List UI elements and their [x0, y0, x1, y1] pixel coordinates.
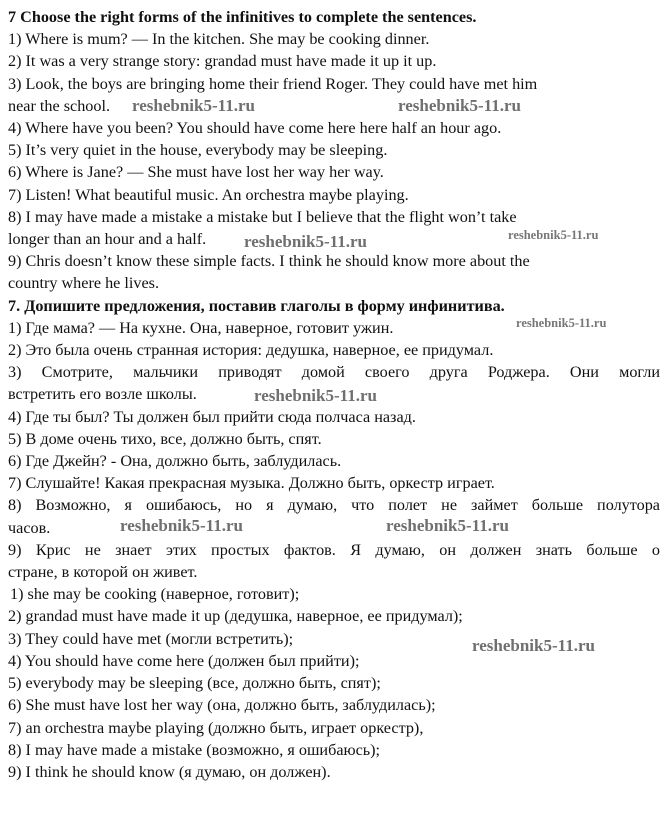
- answer-line: 1) she may be cooking (наверное, готовит);: [10, 585, 300, 604]
- english-line: 1) Where is mum? — In the kitchen. She may be cooking dinner.: [8, 30, 430, 49]
- russian-line: 8) Возможно, я ошибаюсь, но я думаю, что полет не займет больше полутора: [8, 496, 660, 515]
- russian-line: 9) Крис не знает этих простых фактов. Я думаю, он должен знать больше о: [8, 540, 660, 559]
- english-line: 6) Where is Jane? — She must have lost her way her way.: [8, 163, 384, 182]
- watermark: reshebnik5-11.ru: [508, 228, 599, 242]
- watermark: reshebnik5-11.ru: [132, 96, 255, 115]
- english-heading: 7 Choose the right forms of the infinitives to complete the sentences.: [8, 8, 477, 26]
- russian-line: 2) Это была очень странная история: дедушка, наверное, ее придумал.: [8, 341, 494, 360]
- answer-line: 8) I may have made a mistake (возможно, я ошибаюсь);: [8, 740, 381, 759]
- russian-line: 1) Где мама? — На кухне. Она, наверное, готовит ужин.: [8, 318, 394, 337]
- watermark: reshebnik5-11.ru: [386, 516, 509, 535]
- english-line: 8) I may have made a mistake a mistake but I believe that the flight won’t take: [8, 207, 517, 226]
- russian-line: встретить его возле школы.: [8, 385, 197, 404]
- answer-line: 3) They could have met (могли встретить);: [8, 629, 294, 648]
- watermark: reshebnik5-11.ru: [398, 96, 521, 115]
- english-line: 9) Chris doesn’t know these simple facts. I think he should know more about the: [8, 252, 530, 271]
- answer-line: 6) She must have lost her way (она, должно быть, заблудилась);: [8, 696, 436, 715]
- russian-line: 6) Где Джейн? - Она, должно быть, заблудилась.: [8, 452, 342, 471]
- english-line: longer than an hour and a half.: [8, 230, 207, 249]
- english-line: 3) Look, the boys are bringing home their friend Roger. They could have met him: [8, 74, 538, 93]
- watermark: reshebnik5-11.ru: [244, 232, 367, 251]
- watermark: reshebnik5-11.ru: [516, 316, 607, 330]
- russian-line: 4) Где ты был? Ты должен был прийти сюда полчаса назад.: [8, 407, 416, 426]
- russian-line: часов.: [8, 518, 51, 537]
- russian-line: стране, в которой он живет.: [8, 563, 198, 582]
- answer-line: 4) You should have come here (должен был прийти);: [8, 651, 360, 670]
- answer-line: 2) grandad must have made it up (дедушка, наверное, ее придумал);: [8, 607, 463, 626]
- english-line: 5) It’s very quiet in the house, everybody may be sleeping.: [8, 141, 388, 160]
- russian-line: 3) Смотрите, мальчики приводят домой своего друга Роджера. Они могли: [8, 363, 660, 382]
- english-line: near the school.: [8, 96, 111, 115]
- english-line: country where he lives.: [8, 274, 160, 293]
- answer-line: 7) an orchestra maybe playing (должно быть, играет оркестр),: [8, 718, 424, 737]
- english-line: 4) Where have you been? You should have come here here half an hour ago.: [8, 119, 502, 138]
- russian-heading: 7. Допишите предложения, поставив глаголы в форму инфинитива.: [8, 296, 505, 315]
- english-line: 7) Listen! What beautiful music. An orchestra maybe playing.: [8, 185, 409, 204]
- answer-line: 9) I think he should know (я думаю, он должен).: [8, 762, 331, 781]
- watermark: reshebnik5-11.ru: [472, 636, 595, 655]
- watermark: reshebnik5-11.ru: [120, 516, 243, 535]
- answer-line: 5) everybody may be sleeping (все, должно быть, спят);: [8, 674, 381, 693]
- watermark: reshebnik5-11.ru: [254, 386, 377, 405]
- english-line: 2) It was a very strange story: grandad must have made it up it up.: [8, 52, 437, 71]
- russian-line: 5) В доме очень тихо, все, должно быть, спят.: [8, 429, 322, 448]
- russian-line: 7) Слушайте! Какая прекрасная музыка. Должно быть, оркестр играет.: [8, 474, 495, 493]
